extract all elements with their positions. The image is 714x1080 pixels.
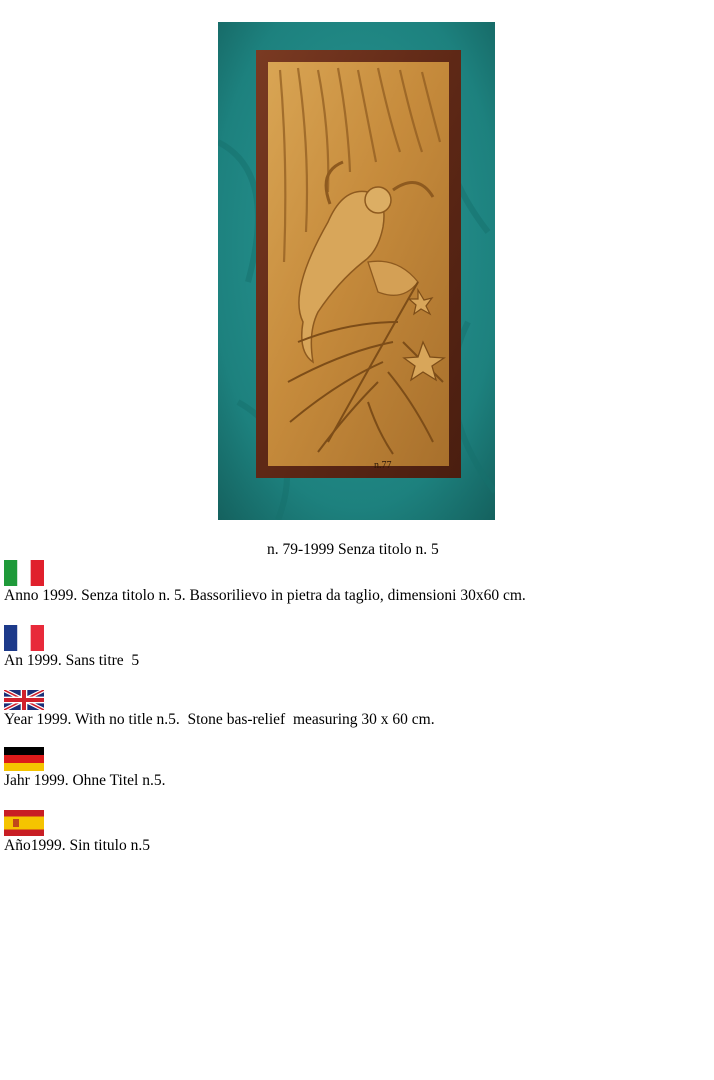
english-description	[4, 690, 435, 729]
italy-flag-icon	[4, 560, 44, 586]
spain-flag-icon	[4, 810, 44, 836]
inscription-text: n.77	[374, 460, 392, 471]
german-description	[4, 747, 165, 790]
french-text: An 1999. Sans titre 5	[4, 652, 140, 669]
artwork-caption: n. 79-1999 Senza titolo n. 5	[267, 541, 439, 558]
germany-flag-icon	[4, 747, 44, 771]
france-flag-icon	[4, 625, 44, 651]
french-description	[4, 625, 139, 670]
german-text: Jahr 1999. Ohne Titel n.5.	[4, 772, 166, 789]
spanish-description	[4, 810, 150, 855]
artwork-photo	[218, 22, 495, 520]
english-text: Year 1999. With no title n.5. Stone bas-relief measuring 30 x 60 cm.	[4, 711, 435, 728]
uk-flag-icon	[4, 690, 44, 710]
italian-description	[4, 560, 526, 605]
spanish-text: Año1999. Sin titulo n.5	[4, 837, 150, 854]
italian-text: Anno 1999. Senza titolo n. 5. Bassorilievo in pietra da taglio, dimensioni 30x60 cm.	[4, 587, 526, 604]
